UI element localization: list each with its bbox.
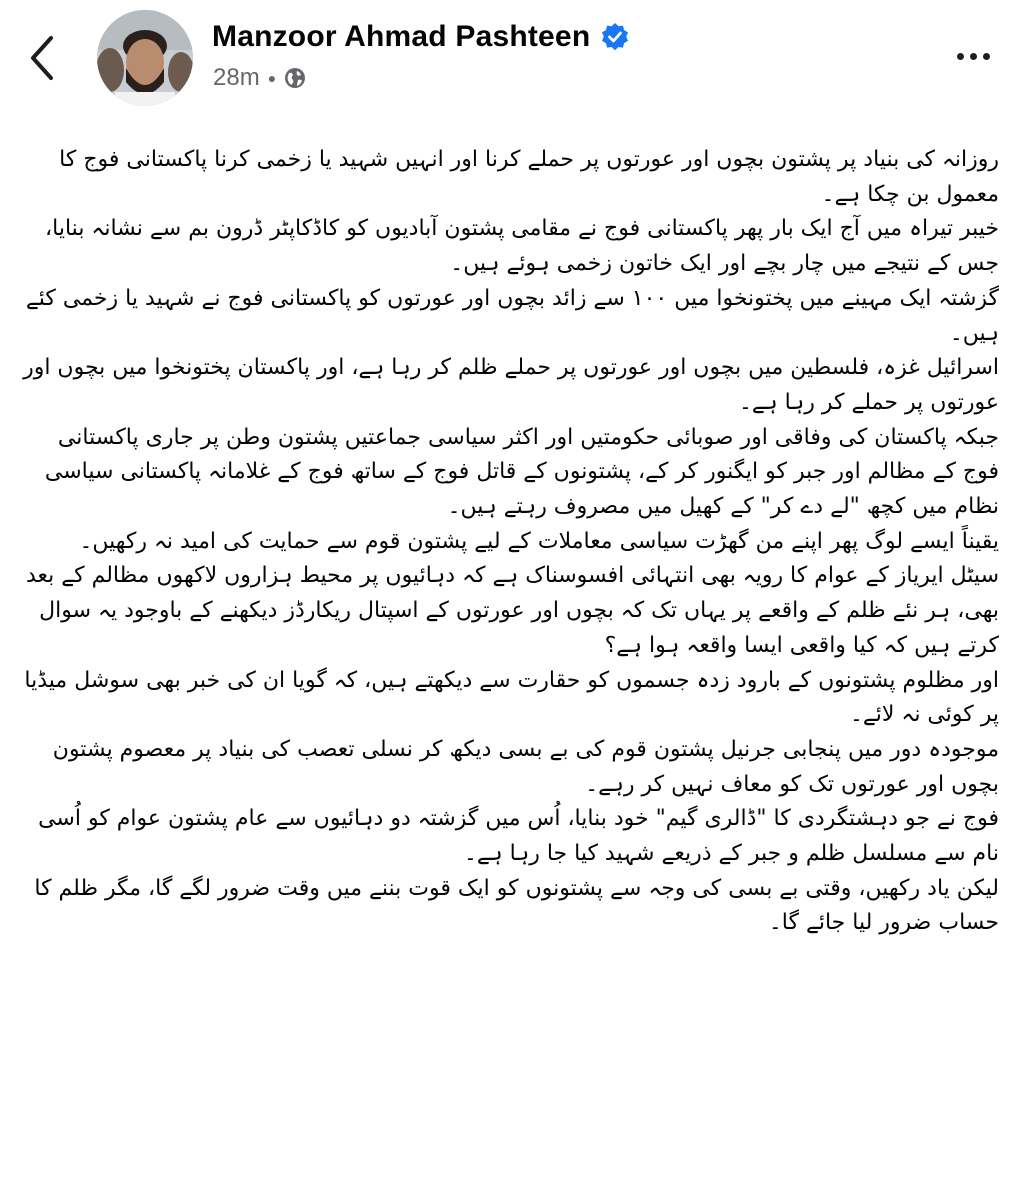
post-paragraph: فوج نے جو دہشتگردی کا "ڈالری گیم" خود بنایا، اُس میں گزشتہ دو دہائیوں سے عام پشتون عوام کو اُسی نام سے مسلسل ظلم و جبر کے ذریعے شہید کیا جا رہا ہے۔ <box>38 806 999 867</box>
more-dot <box>983 53 990 60</box>
post-paragraph: روزانہ کی بنیاد پر پشتون بچوں اور عورتوں پر حملے کرنا اور انہیں شہید یا زخمی کرنا پاکستانی فوج کا معمول بن چکا ہے۔ <box>59 147 999 207</box>
separator-dot: ● <box>267 70 277 86</box>
author-row <box>212 20 630 54</box>
post-paragraph: سیٹل ایریاز کے عوام کا رویہ بھی انتہائی افسوسناک ہے کہ دہائیوں پر محیط ہزاروں لاکھوں مظالم کے بعد بھی، ہر نئے ظلم کے واقعے پر یہاں تک کہ بچوں اور عورتوں کے اسپتال ریکارڈز دیکھنے کے باوجود یہ سوال کرتے ہیں کہ کیا واقعی ایسا واقعہ ہوا ہے؟ <box>25 563 999 658</box>
globe-icon[interactable] <box>284 67 306 89</box>
post-paragraph: اور مظلوم پشتونوں کے بارود زدہ جسموں کو حقارت سے دیکھتے ہیں، کہ گویا ان کی خبر بھی سوشل میڈیا پر کوئی نہ لائے۔ <box>24 667 999 728</box>
back-button[interactable] <box>22 30 62 86</box>
more-dot <box>970 53 977 60</box>
post-paragraph: خیبر تیراہ میں آج ایک بار پھر پاکستانی فوج نے مقامی پشتون آبادیوں کو کاڈکاپٹر ڈرون بم سے نشانہ بنایا، جس کے نتیجے میں چار بچے اور ایک خاتون زخمی ہوئے ہیں۔ <box>45 216 999 277</box>
avatar[interactable] <box>97 10 193 106</box>
post-paragraph: اسرائیل غزہ، فلسطین میں بچوں اور عورتوں پر حملے ظلم کر رہا ہے، اور پاکستان پختونخوا میں بچوں اور عورتوں پر حملے کر رہا ہے۔ <box>23 355 999 415</box>
post-paragraph: یقیناً ایسے لوگ پھر اپنے من گھڑت سیاسی معاملات کے لیے پشتون قوم سے حمایت کی امید نہ رکھیں۔ <box>79 528 999 554</box>
author-name[interactable]: Manzoor Ahmad Pashteen <box>212 20 591 53</box>
more-options-button[interactable] <box>943 36 1003 76</box>
post-body <box>18 143 999 941</box>
chevron-left-icon <box>27 34 57 82</box>
post-meta <box>213 64 306 92</box>
post-paragraph: لیکن یاد رکھیں، وقتی بے بسی کی وجہ سے پشتونوں کو ایک قوت بننے میں وقت ضرور لگے گا، مگر ظلم کا حساب ضرور لیا جائے گا۔ <box>34 875 999 936</box>
avatar-image <box>97 10 193 106</box>
post-paragraph: جبکہ پاکستان کی وفاقی اور صوبائی حکومتیں اور اکثر سیاسی جماعتیں پشتون وطن پر جاری پاکستانی فوج کے مظالم اور جبر کو ایگنور کر کے، پشتونوں کے قاتل فوج کے ساتھ فوج کے غلامانہ پاکستانی سیاسی نظام میں کچھ "لے دے کر" کے کھیل میں مصروف رہتے ہیں۔ <box>44 424 999 520</box>
post-timestamp[interactable]: 28m <box>213 64 260 91</box>
verified-badge-icon <box>600 22 630 52</box>
post-header <box>0 0 1023 120</box>
post-paragraph: گزشتہ ایک مہینے میں پختونخوا میں ١٠٠ سے زائد بچوں اور عورتوں کو پاکستانی فوج نے شہید یا زخمی کئے ہیں۔ <box>25 285 999 346</box>
post-paragraph: موجودہ دور میں پنجابی جرنیل پشتون قوم کی بے بسی دیکھ کر نسلی تعصب کی بنیاد پر معصوم پشتون بچوں اور عورتوں تک کو معاف نہیں کر رہے۔ <box>52 736 999 797</box>
more-horizontal-icon <box>957 53 964 60</box>
